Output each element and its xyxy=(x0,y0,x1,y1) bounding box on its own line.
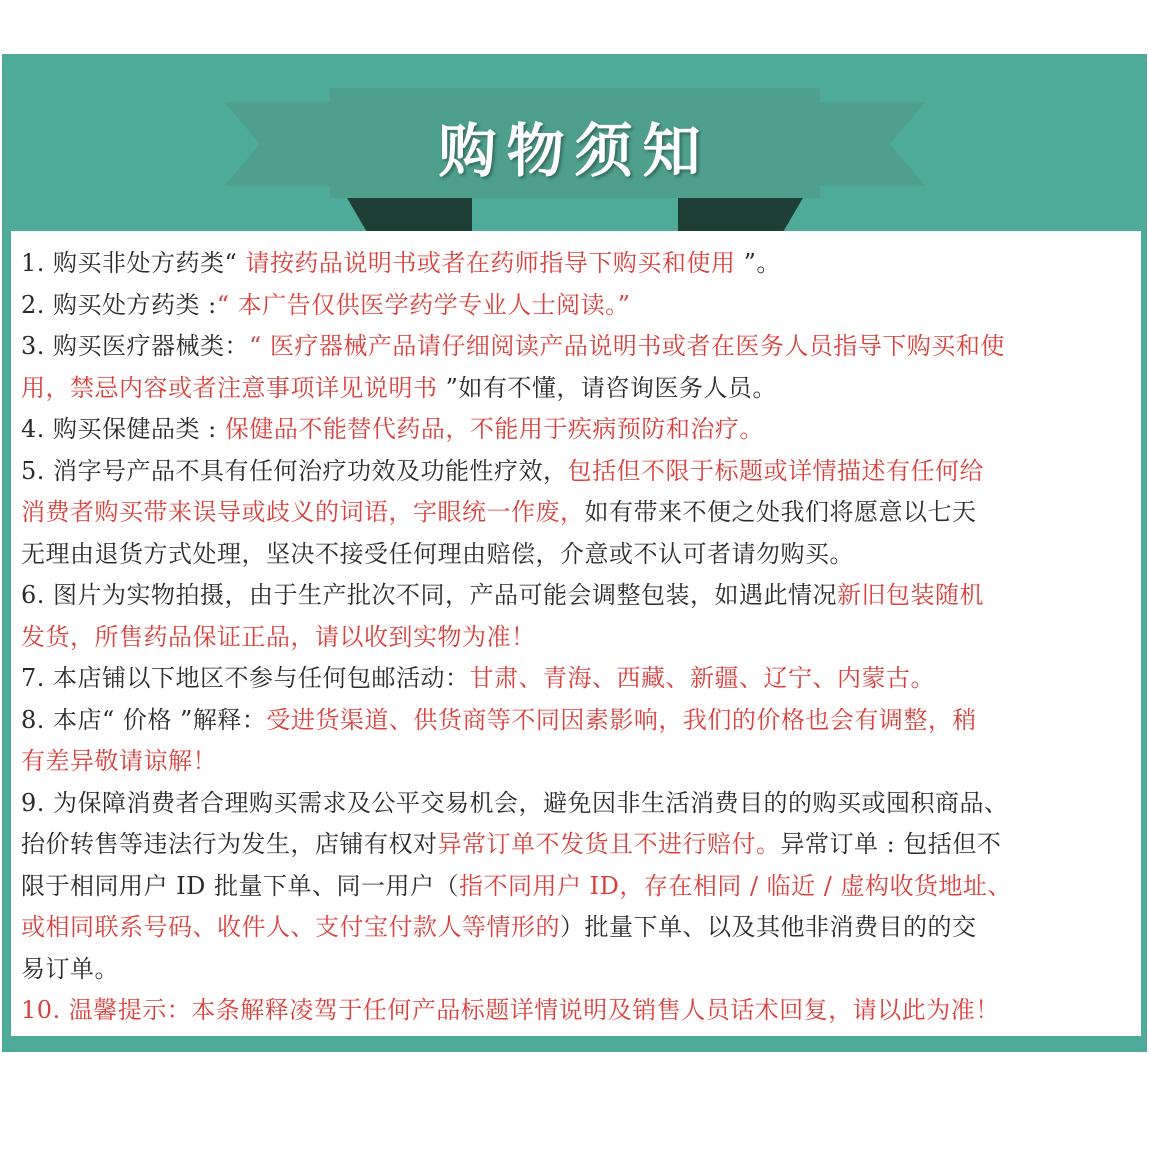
body-text: 1. 购买非处方药类“ xyxy=(21,249,246,277)
notice-line xyxy=(21,949,1135,991)
highlight-text: 受进货渠道、供货商等不同因素影响，我们的价格也会有调整，稍 xyxy=(266,705,977,734)
highlight-text: 包括但不限于标题或详情描述有任何给 xyxy=(567,456,985,485)
highlight-text: “ 医疗器械产品请仔细阅读产品说明书或者在医务人员指导下购买和使 xyxy=(249,332,1005,360)
highlight-text: 有差异敬请谅解！ xyxy=(21,747,217,775)
notice-line xyxy=(21,617,1135,659)
highlight-text: 用，禁忌内容或者注意事项详见说明书 xyxy=(21,373,438,402)
highlight-text: 甘肃、青海、西藏、新疆、辽宁、内蒙古。 xyxy=(469,664,936,692)
body-text: 抬价转售等违法行为发生，店铺有权对 xyxy=(21,830,438,858)
body-text: 6. 图片为实物拍摄，由于生产批次不同，产品可能会调整包装，如遇此情况 xyxy=(21,581,838,609)
notice-line xyxy=(21,658,1135,700)
body-text: 8. 本店“ 价格 ”解释： xyxy=(21,705,267,734)
title-banner xyxy=(2,54,1147,244)
body-text: 易订单。 xyxy=(21,954,119,983)
highlight-text: 10. 温馨提示：本条解释凌驾于任何产品标题详情说明及销售人员话术回复，请以此为准！ xyxy=(21,996,1000,1024)
notice-content xyxy=(11,231,1141,1036)
highlight-text: “ 本广告仅供医学药学专业人士阅读。” xyxy=(216,290,631,319)
body-text: 2. 购买处方药类 : xyxy=(21,290,217,319)
notice-line xyxy=(21,326,1135,368)
highlight-text: 指不同用户 ID，存在相同 / 临近 / 虚构收货地址、 xyxy=(458,871,1013,900)
highlight-text: 请按药品说明书或者在药师指导下购买和使用 xyxy=(245,249,736,277)
highlight-text: 新旧包装随机 xyxy=(837,581,985,609)
body-text: 4. 购买保健品类 : xyxy=(21,415,225,443)
notice-line xyxy=(21,907,1135,949)
body-text: ”如有不懂，请咨询医务人员。 xyxy=(437,373,777,402)
notice-line xyxy=(21,409,1135,451)
body-text: 如有带来不便之处我们将愿意以七天 xyxy=(584,498,977,526)
notice-line xyxy=(21,700,1135,742)
body-text: 无理由退货方式处理，坚决不接受任何理由赔偿，介意或不认可者请勿购买。 xyxy=(21,539,854,568)
highlight-text: 异常订单不发货且不进行赔付。 xyxy=(437,830,781,858)
body-text: ”。 xyxy=(735,249,781,277)
notice-line xyxy=(21,492,1135,534)
page-title: 购物须知 xyxy=(438,117,711,185)
notice-line xyxy=(21,368,1135,410)
notice-line xyxy=(21,243,1135,285)
body-text: 9. 为保障消费者合理购买需求及公平交易机会，避免因非生活消费目的的购买或囤积商品、 xyxy=(21,788,1009,817)
notice-line xyxy=(21,575,1135,617)
body-text: 3. 购买医疗器械类： xyxy=(21,332,250,360)
highlight-text: 发货，所售药品保证正品，请以收到实物为准！ xyxy=(21,622,536,651)
body-text: 限于相同用户 ID 批量下单、同一用户（ xyxy=(21,871,459,900)
notice-line xyxy=(21,451,1135,493)
body-text: 7. 本店铺以下地区不参与任何包邮活动： xyxy=(21,664,470,692)
highlight-text: 保健品不能替代药品，不能用于疾病预防和治疗。 xyxy=(224,415,764,443)
notice-line xyxy=(21,866,1135,908)
notice-frame xyxy=(2,54,1147,1052)
highlight-text: 消费者购买带来误导或歧义的词语，字眼统一作废， xyxy=(21,498,585,526)
notice-line xyxy=(21,285,1135,327)
notice-line xyxy=(21,534,1135,576)
body-text: 5. 消字号产品不具有任何治疗功效及功能性疗效， xyxy=(21,456,568,485)
notice-line xyxy=(21,741,1135,783)
highlight-text: 或相同联系号码、收件人、支付宝付款人等情形的 xyxy=(21,913,560,941)
notice-line xyxy=(21,990,1135,1032)
notice-line xyxy=(21,824,1135,866)
notice-line xyxy=(21,783,1135,825)
body-text: ）批量下单、以及其他非消费目的的交 xyxy=(560,913,977,941)
body-text: 异常订单 : 包括但不 xyxy=(780,830,1002,858)
